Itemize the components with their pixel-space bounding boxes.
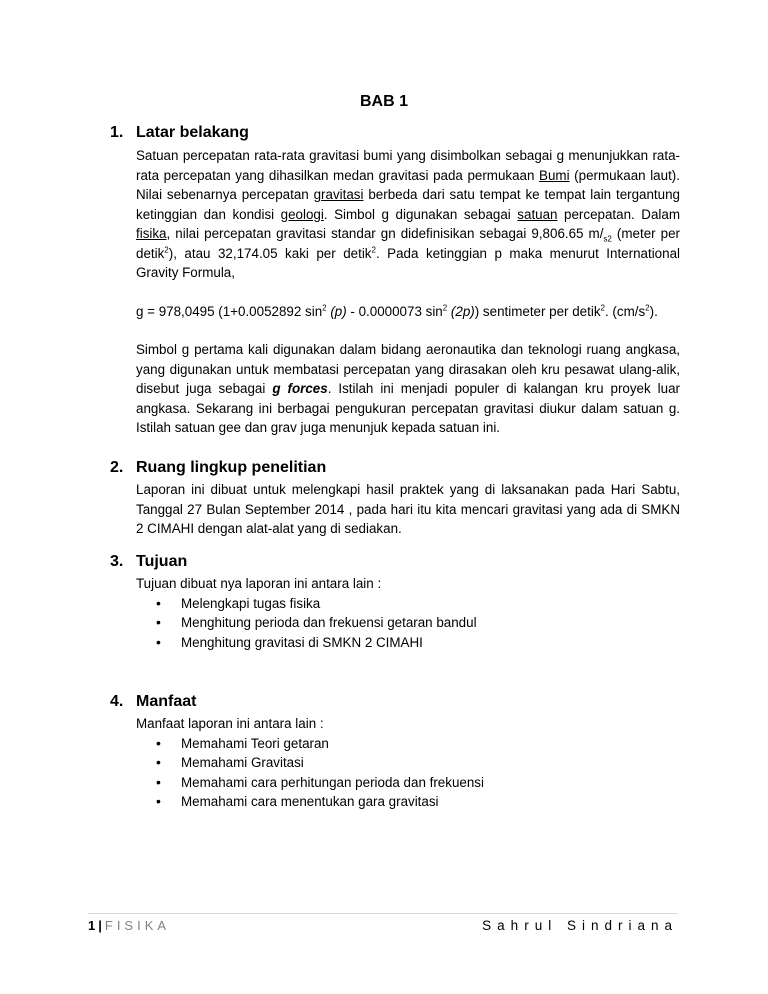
page-footer bbox=[88, 914, 678, 936]
section-number: 1. bbox=[110, 124, 124, 141]
superscript: 2 bbox=[645, 303, 650, 313]
list-item: • Memahami Teori getaran bbox=[156, 734, 680, 754]
text-run: (2p) bbox=[447, 303, 475, 319]
emphasis-g-forces: g forces bbox=[272, 381, 328, 396]
paragraph-scope: Laporan ini dibuat untuk melengkapi hasil praktek yang di laksanakan pada Hari Sabtu, Tanggal 27 Bulan September 2014 , pada hari itu kita mencari gravitasi yang ada di SMKN 2 CIMAHI dengan alat-alat yang di sediakan. bbox=[136, 482, 680, 536]
paragraph-intro: Tujuan dibuat nya laporan ini antara lain : bbox=[136, 576, 382, 591]
subscript: s2 bbox=[603, 234, 612, 244]
paragraph-definition bbox=[136, 146, 680, 283]
text-run: berbeda dari satu tempat ke tempat lain tergantung ketinggian dan kondisi bbox=[136, 187, 680, 222]
superscript: 2 bbox=[164, 245, 169, 255]
text-run: ). bbox=[649, 303, 658, 319]
section-number: 4. bbox=[110, 693, 124, 710]
paragraph-g-forces bbox=[136, 340, 680, 438]
section-latar-belakang bbox=[110, 122, 680, 438]
text-run: (permukaan laut). Nilai sebenarnya percepatan bbox=[136, 167, 680, 202]
paragraph-intro: Manfaat laporan ini antara lain : bbox=[136, 716, 324, 731]
bullet-list bbox=[156, 594, 680, 653]
list-item: • Menghitung gravitasi di SMKN 2 CIMAHI bbox=[156, 633, 680, 653]
section-number: 3. bbox=[110, 553, 124, 570]
text-run: percepatan. Dalam bbox=[557, 206, 680, 222]
section-tujuan bbox=[110, 551, 680, 652]
list-item: • Menghitung perioda dan frekuensi getaran bandul bbox=[156, 613, 680, 633]
list-item: • Memahami cara menentukan gara gravitasi bbox=[156, 792, 680, 812]
link-fisika[interactable]: fisika bbox=[136, 226, 167, 241]
section-title: Latar belakang bbox=[136, 124, 249, 141]
superscript: 2 bbox=[442, 303, 448, 313]
section-manfaat bbox=[110, 691, 680, 812]
link-satuan[interactable]: satuan bbox=[517, 206, 558, 222]
text-run: . Pada ketinggian p maka menurut International Gravity Formula, bbox=[136, 245, 680, 280]
text-run: ) sentimeter per detik bbox=[474, 303, 601, 319]
footer-separator: | bbox=[98, 917, 102, 933]
footer-author: Sahrul Sindriana bbox=[482, 917, 678, 933]
superscript: 2 bbox=[600, 303, 605, 313]
text-run: . Istilah ini menjadi populer di kalangan kru proyek luar angkasa. Sekarang ini berbagai pengukuran percepatan gravitasi diukur dalam satuan g. Istilah satuan gee dan grav juga menunjuk kepada satuan ini. bbox=[136, 381, 681, 435]
link-gravitasi[interactable]: gravitasi bbox=[313, 187, 364, 202]
text-run: ), atau 32,174.05 kaki per detik bbox=[168, 245, 372, 261]
text-run: . (cm/s bbox=[604, 303, 646, 319]
text-run: Simbol g pertama kali digunakan dalam bidang aeronautika dan teknologi ruang angkasa, yang digunakan untuk membatasi percepatan yang dirasakan oleh kru pesawat ulang-alik, disebut juga sebagai bbox=[136, 342, 680, 396]
page-title: BAB 1 bbox=[359, 93, 408, 110]
section-heading bbox=[110, 457, 680, 479]
footer-left bbox=[88, 918, 170, 933]
text-run: (p) bbox=[326, 303, 347, 319]
bullet-list bbox=[156, 734, 680, 812]
superscript: 2 bbox=[371, 245, 376, 255]
link-bumi[interactable]: Bumi bbox=[539, 167, 570, 183]
formula-line bbox=[136, 302, 680, 322]
list-item: • Memahami cara perhitungan perioda dan frekuensi bbox=[156, 773, 680, 793]
text-run: . Simbol g digunakan sebagai bbox=[323, 206, 518, 222]
footer-subject: FISIKA bbox=[104, 917, 171, 933]
page-number: 1 bbox=[88, 917, 96, 933]
section-heading bbox=[110, 551, 680, 573]
superscript: 2 bbox=[322, 303, 327, 313]
section-title: Tujuan bbox=[136, 553, 188, 570]
list-item: • Memahami Gravitasi bbox=[156, 753, 680, 773]
section-heading bbox=[110, 691, 680, 713]
section-ruang-lingkup bbox=[110, 457, 680, 539]
text-run: - 0.0000073 sin bbox=[346, 303, 443, 319]
link-geologi[interactable]: geologi bbox=[280, 206, 324, 222]
list-item: • Melengkapi tugas fisika bbox=[156, 594, 680, 614]
section-title: Ruang lingkup penelitian bbox=[136, 459, 327, 476]
section-number: 2. bbox=[110, 459, 124, 476]
text-run: (meter per detik bbox=[136, 226, 680, 261]
section-title: Manfaat bbox=[136, 693, 197, 710]
section-heading bbox=[110, 122, 680, 144]
text-run: g = 978,0495 (1+0.0052892 sin bbox=[136, 303, 323, 319]
text-run: Satuan percepatan rata-rata gravitasi bumi yang disimbolkan sebagai g menunjukkan rata-rata percepatan yang dihasilkan medan gravitasi pada permukaan bbox=[136, 148, 680, 183]
text-run: , nilai percepatan gravitasi standar gn didefinisikan sebagai 9,806.65 m/ bbox=[166, 226, 604, 241]
